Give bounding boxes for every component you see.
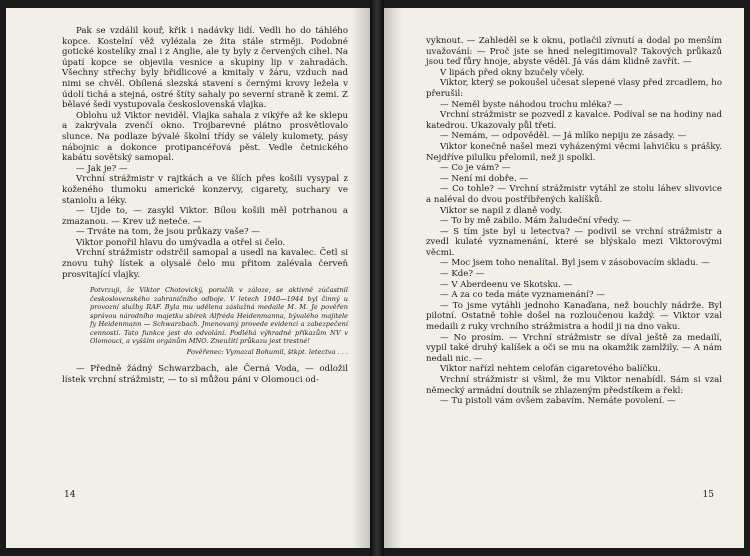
paragraph: — No prosím. — Vrchní strážmistr se díval ještě za medailí, vypil také druhý kalíšek a oči se mu na okamžik zamlžily. — A nám nedali nic. —: [426, 332, 722, 364]
paragraph: Viktor nařízl nehtem celofán cigaretového balíčku.: [440, 364, 661, 375]
paragraph: — Není mi dobře. —: [440, 173, 529, 184]
paragraph: — Neměl byste náhodou trochu mléka? —: [440, 99, 623, 110]
paragraph: Viktor ponořil hlavu do umývadla a otřel si čelo.: [76, 237, 286, 248]
paragraph: Viktor, který se pokoušel učesat slepené vlasy před zrcadlem, ho přerušil:: [426, 78, 722, 99]
certificate-text: Potvrzuji, že Viktor Chotovický, poručík v záloze, se aktivně zúčastnil československého zahraničního odboje. V letech 1940—1944 byl činný u provozní služby RAF. Byla mu udělena záslužná medaile M. M. Je pověřen správou národního majetku sbírek Alfréda Heidenmanna, bývalého majitele fy Heidenmann — Schwarzbach. Jmenovaný provede evidenci a zabezpečení cenností. Tato funkce jest do odvolání. Podléhá výhradně příkazům NV v Olomouci, a vyšším orgánům MNO. Zneužití průkazu jest trestné!: [90, 286, 348, 346]
paragraph: — V Aberdeenu ve Skotsku. —: [440, 279, 573, 290]
paragraph: Viktor konečně našel mezi vyházenými věcmi lahvičku s prášky. Nejdříve pilulku přelomil, než ji spolkl.: [426, 141, 722, 163]
paragraph: — Předně žádný Schwarzbach, ale Černá Voda, — odložil lístek vrchní strážmistr, — to si můžou páni v Olomouci od-: [62, 364, 348, 385]
paragraph: — Kde? —: [440, 269, 485, 280]
paragraph: Vrchní strážmistr si všiml, že mu Viktor nenabídl. Sám si vzal německý armádní doutník se zhlazeným předstíkem a řekl:: [426, 375, 722, 396]
left-page-shadow: [352, 8, 370, 548]
left-page-text: [62, 26, 348, 385]
paragraph: — Jak je? —: [76, 163, 128, 174]
paragraph: Pak se vzdálil kouř, křik i nadávky lidí. Vedli ho do táhlého kopce. Kostelní věž vylézala ze žita stále strměji. Podobné gotické kostelíky znal i z Anglie, ale ty byly z červených cihel. Na úpatí kopce se objevila vesnice a skupiny lip v zahradách. Všechny střechy byly břidlicové a kmitaly v žáru, vzduch nad nimi se chvěl. Obílená slezská stavení s černými krovy ležela v údolí tichá a stejná, ostré štíty sahaly po severní straně k zemi. Z bělavé šedi vystupovala československá vlajka.: [62, 26, 348, 111]
paragraph: — A za co teda máte vyznamenání? —: [440, 290, 605, 301]
certificate-quote: [90, 286, 348, 356]
paragraph: — Moc jsem toho nenalítal. Byl jsem v zásobovacím skladu. —: [440, 258, 710, 269]
paragraph: — To jsme vytáhli jednoho Kanaďana, než bouchly nádrže. Byl pilotní. Ostatně tohle došel na rozloučenou každý. — Viktor vzal medaili z ruky vrchního strážmistra a hodil ji na dno vaku.: [426, 300, 722, 333]
paragraph: — To by mě zabilo. Mám žaludeční vředy. —: [440, 216, 631, 227]
page-number-left: 14: [64, 490, 76, 500]
paragraph: V lipách před okny bzučely včely.: [440, 67, 585, 78]
paragraph: Oblohu už Viktor neviděl. Vlajka sahala z vikýře až ke sklepu a zakrývala zvenčí okno. Trojbarevné plátno prosvětlovalo slunce. Na podlaze bývalé školní třídy se válely kulomety, pásy nábojnic a dokonce protipancéřová pěst. Vedle četnického kabátu sovětský samopal.: [62, 110, 348, 164]
right-page: [384, 8, 744, 548]
page-number-right: 15: [702, 490, 714, 500]
paragraph: — Nemám, — odpověděl. — Já mlíko nepiju ze zásady. —: [440, 131, 687, 142]
paragraph: — Ujde to, — zasykl Viktor. Bílou košili měl potrhanou a zmazanou. — Krev už neteče. —: [62, 206, 348, 227]
left-page: [6, 8, 370, 548]
paragraph: Vrchní strážmistr odstrčil samopal a usedl na kavalec. Četl si znovu tuhý lístek a olysalé čelo mu přitom zalévala červeň prosvitající vlajky.: [62, 248, 348, 280]
paragraph: — S tím jste byl u letectva? — podivil se vrchní strážmistr a zvedl kulaté vyznamenání, které se blýskalo mezi Viktorovými věcmi.: [426, 226, 722, 258]
right-page-shadow: [384, 8, 402, 548]
paragraph: — Trváte na tom, že jsou průkazy vaše? —: [76, 227, 260, 238]
paragraph: Viktor se napil z dlaně vody.: [440, 205, 563, 216]
paragraph: — Tu pistoli vám ovšem zabavím. Nemáte povolení. —: [440, 396, 676, 407]
paragraph: — Co tohle? — Vrchní strážmistr vytáhl ze stolu láhev slivovice a naléval do dvou postříbřených kalíšků.: [426, 184, 722, 205]
paragraph: Vrchní strážmistr v rajtkách a ve šlích přes košili vysypal z koženého tlumoku americké konzervy, cigarety, suchary ve staniolu a léky.: [62, 174, 348, 206]
certificate-signature: Pověřenec: Vymazal Bohumil, štkpt. letectva . . .: [186, 347, 348, 356]
book-gutter: [370, 0, 384, 556]
right-page-text: [426, 36, 722, 407]
paragraph: — Co je vám? —: [440, 163, 511, 174]
paragraph: vyknout. — Zahleděl se k oknu, potlačil zívnutí a dodal po menším uvažování: — Proč jste se hned nelegitimoval? Takových průkazů jsou teď fůry hnoje, abyste věděl. Já vás dám klidně zavřít. —: [426, 36, 722, 68]
paragraph: Vrchní strážmistr se pozvedl z kavalce. Podíval se na hodiny nad katedrou. Ukazovaly půl třetí.: [426, 110, 722, 131]
